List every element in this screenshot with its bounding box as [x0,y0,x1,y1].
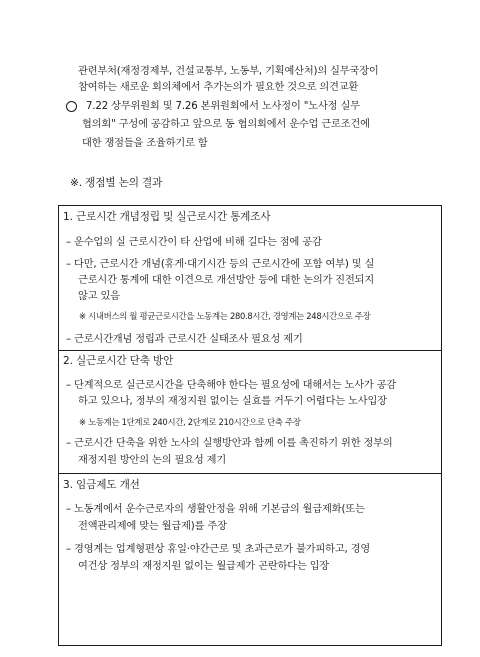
section-3-item-1-cont: 전액관리제에 맞는 월급제)를 주장 [78,521,227,532]
section-1-title: 1. 근로시간 개념정립 및 실근로시간 통계조사 [63,211,271,223]
bullet-line-3: 대한 쟁점들을 조율하기로 함 [82,138,208,149]
section-3-item-2-cont: 여건상 정부의 재정지원 없이는 월급제가 곤란하다는 입장 [78,561,330,572]
section-1-item-3: – 근로시간개념 정립과 근로시간 실태조사 필요성 제기 [66,334,303,345]
section-2-item-2: – 근로시간 단축을 위한 노사의 실행방안과 함께 이를 촉진하기 위한 정부의 [66,438,393,449]
section-1-item-1: – 운수업의 실 근로시간이 타 산업에 비해 길다는 점에 공감 [66,237,322,248]
section-2-item-2-cont: 재정지원 방안의 논의 필요성 제기 [78,455,227,466]
section-1-item-2: – 다만, 근로시간 개념(휴게·대기시간 등의 근로시간에 포함 여부) 및 실 [66,259,375,270]
section-1-item-2-cont2: 않고 있음 [78,291,120,302]
bullet-line-1: 7.22 상무위원회 및 7.26 본위원회에서 노사정이 "노사정 실무 [86,101,360,112]
section-2-item-1-cont: 하고 있으나, 정부의 재정지원 없이는 실효를 거두기 어렵다는 노사입장 [78,396,387,407]
section-1-note: ※ 시내버스의 월 평균근로시간을 노동계는 280.8시간, 경영계는 248시간으로 주장 [79,311,371,321]
divider [58,473,442,474]
intro-line-2: 참여하는 새로운 회의체에서 추가논의가 필요한 것으로 의견교환 [78,82,359,93]
section-3-item-2: – 경영계는 업계형편상 휴일·야간근로 및 초과근로가 불가피하고, 경영 [66,544,371,555]
section-2-note: ※ 노동계는 1단계로 240시간, 2단계로 210시간으로 단축 주장 [79,417,301,427]
section-title: ※. 쟁점별 논의 결과 [70,177,163,189]
section-3-title: 3. 임금제도 개선 [63,479,140,491]
divider [58,350,442,351]
section-2-title: 2. 실근로시간 단축 방안 [63,355,174,367]
bullet-line-2: 협의회" 구성에 공감하고 앞으로 동 협의회에서 운수업 근로조건에 [82,119,370,130]
section-3-item-1: – 노동계에서 운수근로자의 생활안정을 위해 기본급의 월급제화(또는 [66,504,365,515]
intro-line-1: 관련부처(재정경제부, 건설교통부, 노동부, 기획예산처)의 실무국장이 [78,66,379,77]
circle-bullet-icon [66,101,77,112]
section-2-item-1: – 단계적으로 실근로시간을 단축해야 한다는 필요성에 대해서는 노사가 공감 [66,380,397,391]
section-1-item-2-cont: 근로시간 통계에 대한 이견으로 개선방안 등에 대한 논의가 진전되지 [78,275,375,286]
